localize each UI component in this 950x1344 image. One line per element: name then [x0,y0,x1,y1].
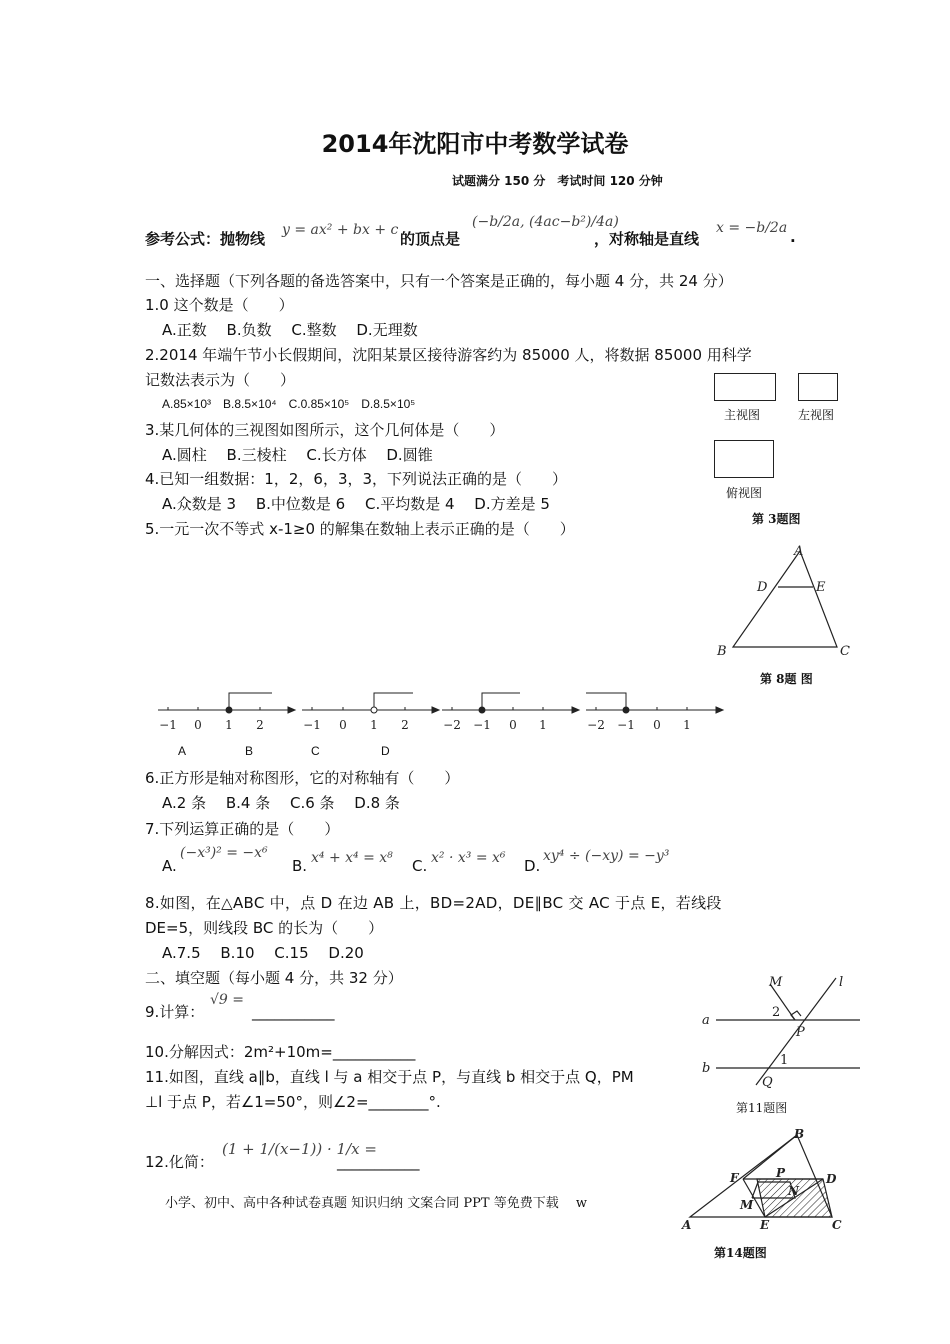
q4-stem: 4.已知一组数据：1，2，6，3，3，下列说法正确的是（ ） [145,470,568,488]
fig11-label-q: Q [762,1075,773,1090]
fig8-point-e: E [816,580,826,595]
q2-stem-line1: 2.2014 年端午节小长假期间，沈阳某景区接待游客约为 85000 人，将数据 85000 用科学 [145,346,752,364]
q7-option-a: A. [162,857,177,875]
section2-heading: 二、填空题（每小题 4 分，共 32 分） [145,969,403,987]
fig3-top-label: 俯视图 [726,486,763,500]
fig3-left-view [798,373,838,401]
q5-a-tick-1: −1 [159,718,177,732]
q5-label-b: B [245,744,254,758]
fig11-parallel-lines [698,970,863,1090]
fig11-label-l: l [839,975,844,990]
fig8-caption: 第 8题 图 [760,672,813,686]
q7-option-d: D. [524,857,541,875]
q6-options: A.2 条 B.4 条 C.6 条 D.8 条 [162,794,400,812]
fig11-label-angle2: 2 [772,1005,781,1020]
q9-expression: √9 = [210,992,245,1008]
q9-answer-blank[interactable]: ___________ [252,1003,335,1021]
parabola-expression: y = ax² + bx + c [282,222,399,238]
fig8-point-b: B [717,644,727,659]
formula-prefix: 参考公式：抛物线 [145,230,266,248]
fig14-figure [680,1125,850,1237]
q5-c-tick-3: 0 [509,718,517,732]
q5-c-tick-1: −2 [443,718,461,732]
q5-b-tick-2: 0 [339,718,347,732]
q5-d-tick-1: −2 [587,718,605,732]
page-title: 2014年沈阳市中考数学试卷 [321,130,629,158]
q5-c-tick-4: 1 [539,718,547,732]
q7-option-b: B. [292,857,308,875]
vertex-label: 的顶点是 [400,230,461,248]
q1-options: A.正数 B.负数 C.整数 D.无理数 [162,321,418,339]
q8-options: A.7.5 B.10 C.15 D.20 [162,944,364,962]
fig14-label-e: E [760,1218,770,1232]
fig11-caption: 第11题图 [736,1101,788,1115]
q2-options: A.85×10³ B.8.5×10⁴ C.0.85×10⁵ D.8.5×10⁵ [162,397,416,411]
q8-stem-line1: 8.如图，在△ABC 中，点 D 在边 AB 上，BD=2AD，DE∥BC 交 AC 于点 E，若线段 [145,894,722,912]
q5-stem: 5.一元一次不等式 x-1≥0 的解集在数轴上表示正确的是（ ） [145,520,575,538]
fig8-point-a: A [794,544,804,559]
q7-expr-b: x⁴ + x⁴ = x⁸ [311,850,393,866]
fig11-label-m: M [769,975,783,990]
q11-stem-line2: ⊥l 于点 P，若∠1=50°，则∠2=________°. [145,1093,441,1111]
fig11-label-angle1: 1 [780,1053,789,1068]
q2-stem-line2: 记数法表示为（ ） [145,371,296,389]
fig8-point-c: C [840,644,850,659]
q7-expr-d: xy⁴ ÷ (−xy) = −y³ [543,848,670,864]
fig11-label-p: P [796,1025,805,1040]
footer-note: 小学、初中、高中各种试卷真题 知识归纳 文案合同 PPT 等免费下载 w [165,1196,587,1211]
q5-b-tick-1: −1 [303,718,321,732]
q5-d-tick-3: 0 [653,718,661,732]
axis-expression: x = −b/2a [716,220,788,236]
q11-stem-line1: 11.如图，直线 a∥b，直线 l 与 a 相交于点 P，与直线 b 相交于点 Q，PM [145,1068,634,1086]
q7-option-c: C. [412,857,428,875]
axis-label: ，对称轴是直线 [594,230,700,248]
fig11-label-b: b [702,1061,711,1076]
q5-label-a: A [178,744,187,758]
fig3-front-label: 主视图 [724,408,761,422]
fig14-label-n: N [788,1184,799,1198]
q5-label-d: D [381,744,390,758]
fig14-label-c: C [832,1218,842,1232]
q5-a-tick-3: 1 [225,718,233,732]
q5-label-c: C [311,744,320,758]
fig14-label-f: F [730,1171,739,1185]
vertex-expression: (−b/2a, (4ac−b²)/4a) [472,214,619,230]
fig14-label-d: D [826,1172,837,1186]
fig14-label-a: A [682,1218,692,1232]
fig14-caption: 第14题图 [714,1246,767,1260]
fig14-label-p: P [776,1166,786,1180]
q12-answer-blank[interactable]: ___________ [337,1153,420,1171]
q10-text: 10.分解因式：2m²+10m=___________ [145,1043,416,1061]
exam-info: 试题满分 150 分 考试时间 120 分钟 [452,174,663,188]
q12-prefix: 12.化简： [145,1153,214,1171]
fig3-top-view [714,440,774,478]
q5-d-tick-4: 1 [683,718,691,732]
q5-number-lines [150,685,725,735]
fig14-label-m: M [740,1198,754,1212]
q5-d-tick-2: −1 [617,718,635,732]
fig8-point-d: D [757,580,768,595]
q7-expr-a: (−x³)² = −x⁶ [180,845,268,861]
section1-heading: 一、选择题（下列各题的备选答案中，只有一个答案是正确的，每小题 4 分，共 24 分） [145,272,733,290]
q7-stem: 7.下列运算正确的是（ ） [145,820,340,838]
q8-stem-line2: DE=5，则线段 BC 的长为（ ） [145,919,384,937]
q3-options: A.圆柱 B.三棱柱 C.长方体 D.圆锥 [162,446,433,464]
q9-prefix: 9.计算： [145,1003,205,1021]
formula-end: . [790,228,796,246]
q12-expression: (1 + 1/(x−1)) · 1/x = [222,1140,377,1158]
q5-a-tick-4: 2 [256,718,264,732]
fig14-label-b: B [794,1127,805,1141]
q5-b-tick-4: 2 [401,718,409,732]
q7-expr-c: x² · x³ = x⁶ [431,850,506,866]
q3-stem: 3.某几何体的三视图如图所示，这个几何体是（ ） [145,421,505,439]
q5-b-tick-3: 1 [370,718,378,732]
fig3-left-label: 左视图 [798,408,835,422]
q5-c-tick-2: −1 [473,718,491,732]
q6-stem: 6.正方形是轴对称图形，它的对称轴有（ ） [145,769,460,787]
fig3-front-view [714,373,776,401]
q5-a-tick-2: 0 [194,718,202,732]
q4-options: A.众数是 3 B.中位数是 6 C.平均数是 4 D.方差是 5 [162,495,550,513]
q1-stem: 1.0 这个数是（ ） [145,296,294,314]
fig8-triangle [715,543,855,663]
fig3-caption: 第 3题图 [752,512,801,526]
fig11-label-a: a [702,1013,710,1028]
